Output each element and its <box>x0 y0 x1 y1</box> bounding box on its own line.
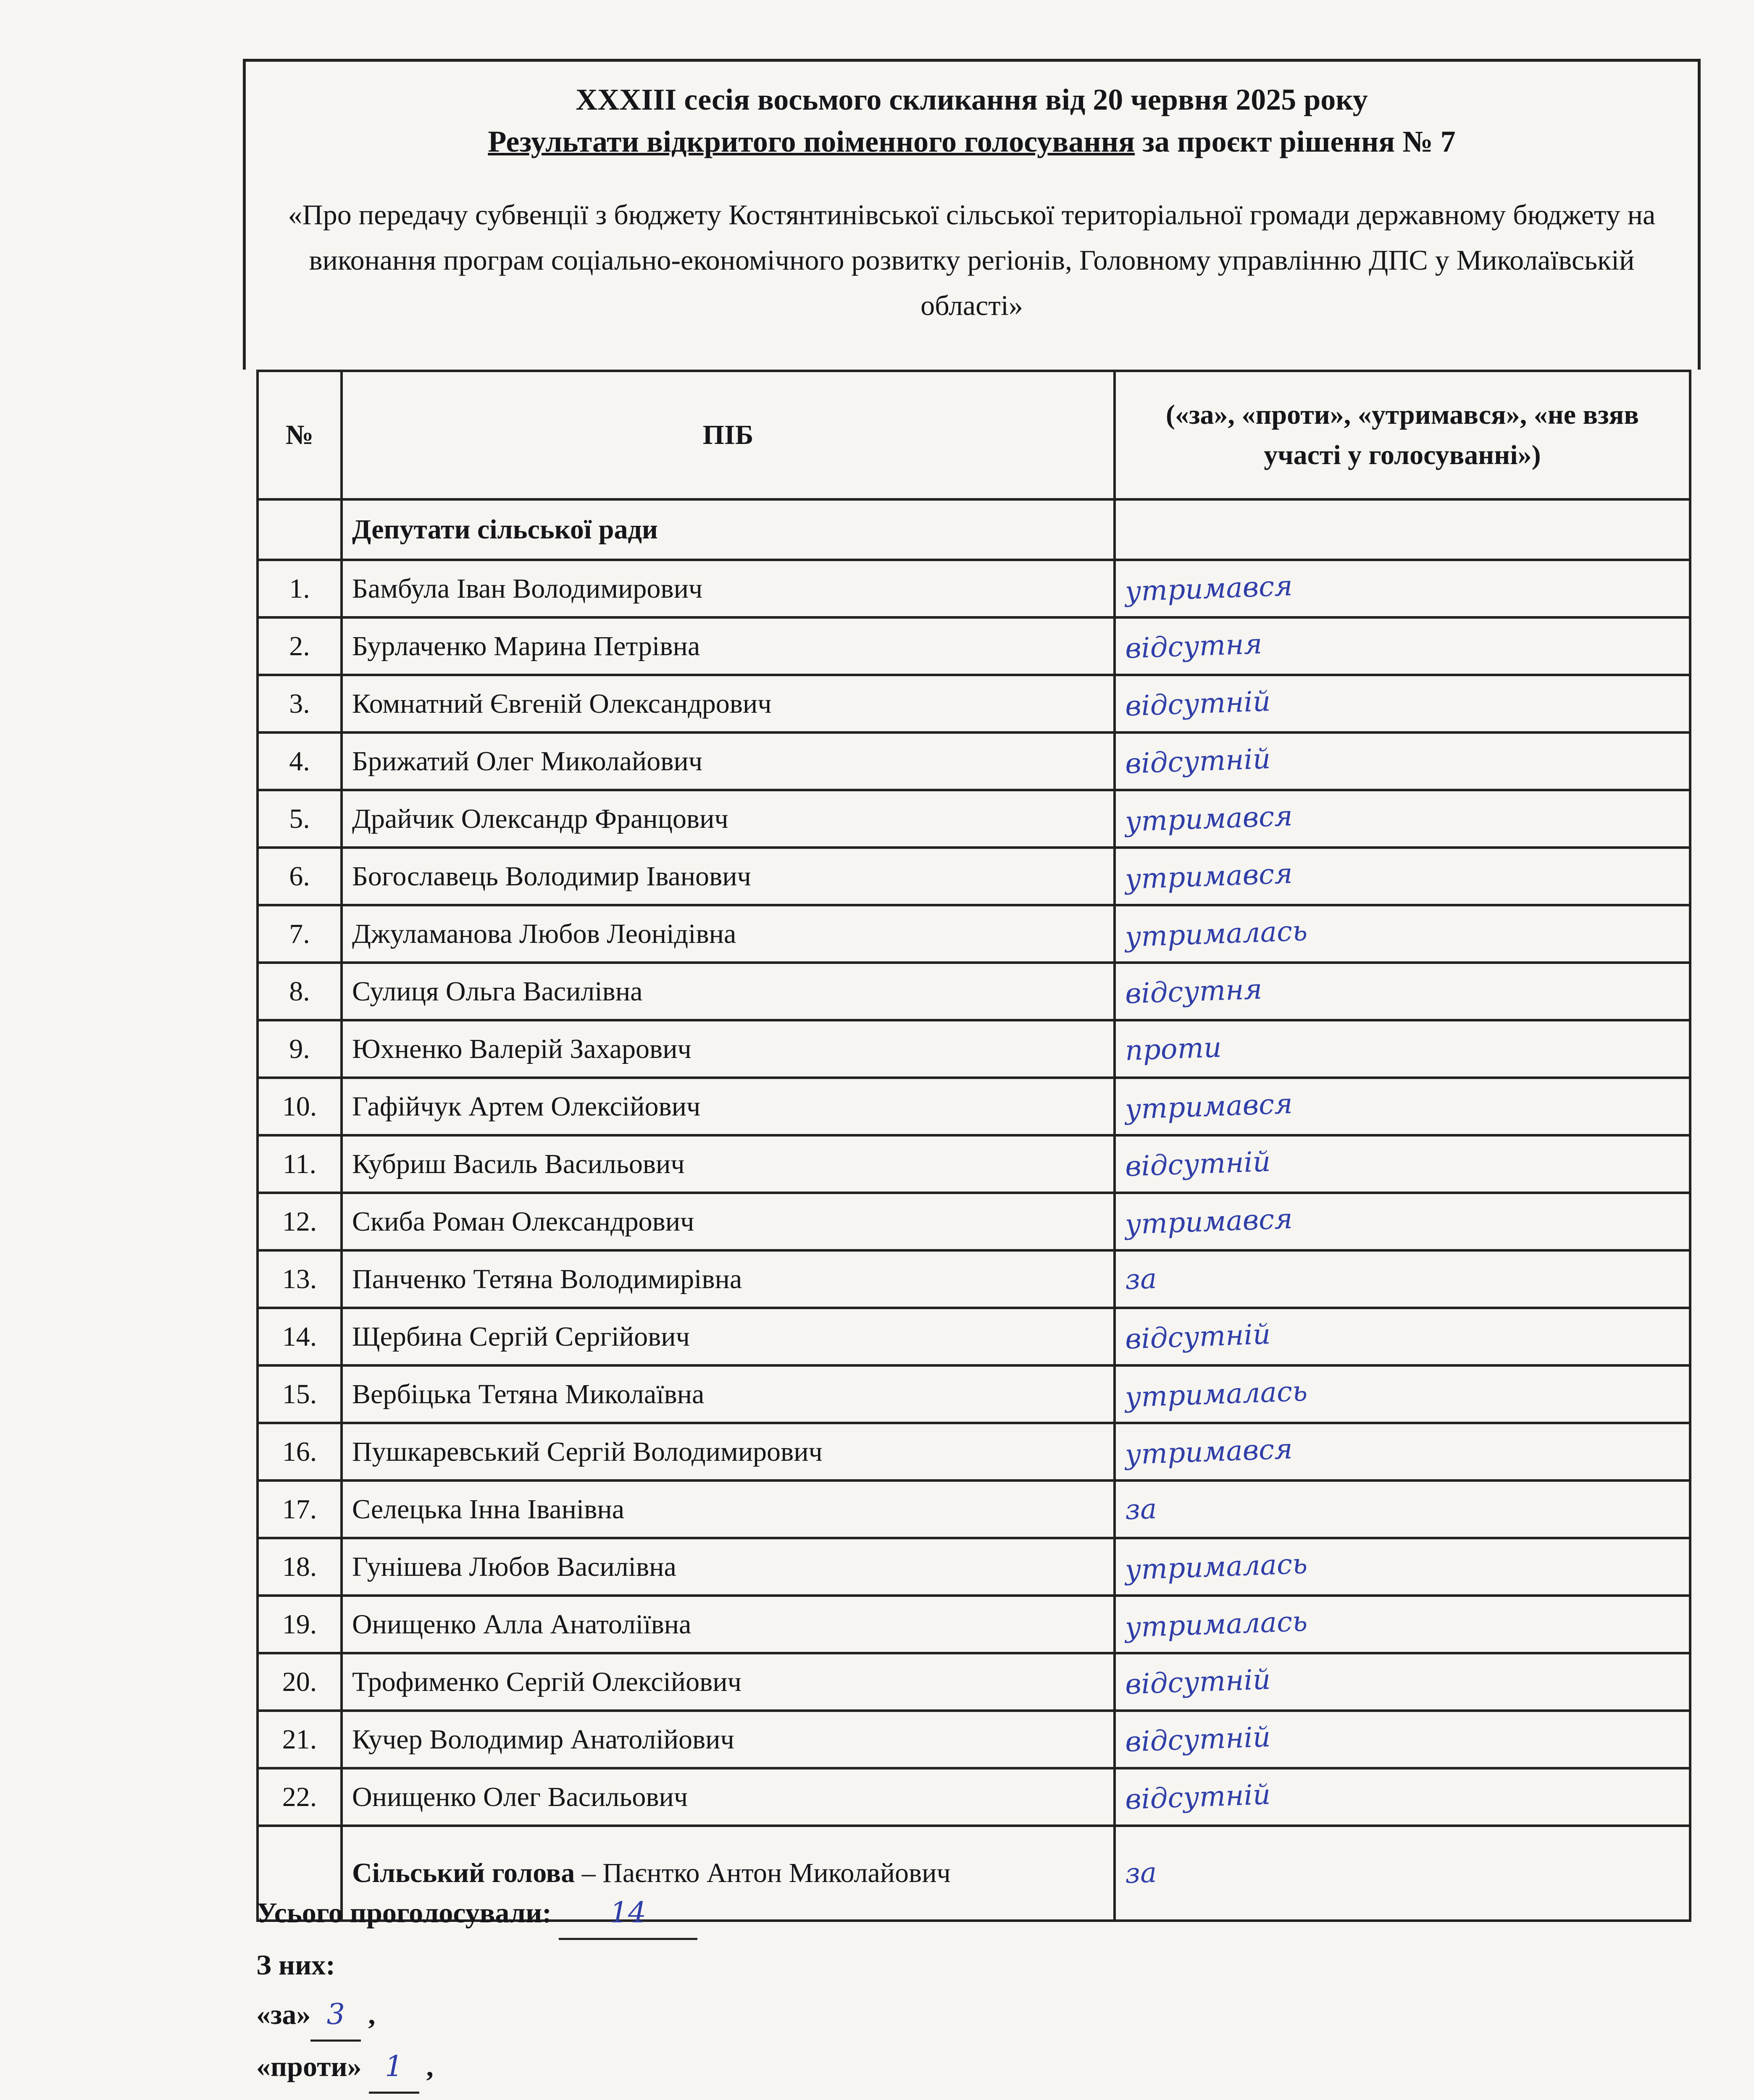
deputy-name: Джуламанова Любов Леонідівна <box>342 905 1115 963</box>
vote-text: відсутній <box>1124 685 1271 722</box>
table-row <box>258 1135 1690 1193</box>
total-value: 14 <box>559 1888 697 1940</box>
row-number: 17. <box>258 1480 342 1538</box>
handwritten-vote <box>1115 1711 1690 1768</box>
table-row <box>258 1653 1690 1711</box>
deputy-name: Кучер Володимир Анатолійович <box>342 1711 1115 1768</box>
table-row <box>258 1020 1690 1078</box>
handwritten-vote <box>1115 732 1690 790</box>
deputy-name: Щербина Сергій Сергійович <box>342 1308 1115 1365</box>
row-number: 15. <box>258 1365 342 1423</box>
table-row <box>258 1768 1690 1826</box>
row-number: 13. <box>258 1250 342 1308</box>
group-row <box>258 499 1690 560</box>
column-header-vote: («за», «проти», «утримався», «не взяв участі у голосуванні») <box>1115 371 1690 499</box>
deputy-name: Драйчик Олександр Францович <box>342 790 1115 848</box>
table-row <box>258 1193 1690 1250</box>
deputy-name: Вербіцька Тетяна Миколаївна <box>342 1365 1115 1423</box>
deputy-name: Бурлаченко Марина Петрівна <box>342 617 1115 675</box>
table-row <box>258 1711 1690 1768</box>
handwritten-vote <box>1115 560 1690 617</box>
group-row-number <box>258 499 342 560</box>
row-number: 21. <box>258 1711 342 1768</box>
vote-text: відсутній <box>1124 742 1271 780</box>
deputy-name: Панченко Тетяна Володимирівна <box>342 1250 1115 1308</box>
handwritten-vote <box>1115 1480 1690 1538</box>
row-number: 18. <box>258 1538 342 1596</box>
row-number: 16. <box>258 1423 342 1480</box>
vote-text: утрималась <box>1124 1604 1308 1644</box>
handwritten-vote <box>1115 1308 1690 1365</box>
vote-text: відсутній <box>1124 1318 1271 1355</box>
row-number: 14. <box>258 1308 342 1365</box>
row-number: 12. <box>258 1193 342 1250</box>
vote-text: утримався <box>1124 799 1293 838</box>
row-number: 9. <box>258 1020 342 1078</box>
handwritten-vote <box>1115 1365 1690 1423</box>
column-header-number: № <box>258 371 342 499</box>
table-row <box>258 1538 1690 1596</box>
row-number: 5. <box>258 790 342 848</box>
handwritten-vote <box>1115 790 1690 848</box>
deputy-name: Трофименко Сергій Олексійович <box>342 1653 1115 1711</box>
table-row <box>258 790 1690 848</box>
abstained-value <box>440 2094 490 2100</box>
vote-text: відсутній <box>1124 1145 1271 1183</box>
deputy-name: Богославець Володимир Іванович <box>342 848 1115 905</box>
row-number: 6. <box>258 848 342 905</box>
column-header-name: ПІБ <box>342 371 1115 499</box>
handwritten-vote <box>1115 675 1690 732</box>
table-row <box>258 1365 1690 1423</box>
vote-text: відсутній <box>1124 1663 1271 1701</box>
against-value: 1 <box>369 2042 419 2094</box>
of-them-label: З них: <box>256 1949 335 1981</box>
handwritten-vote <box>1115 1020 1690 1078</box>
chair-name: – Паєнтко Антон Миколайович <box>575 1858 951 1888</box>
vote-text: утримався <box>1124 569 1293 608</box>
results-title-underlined: Результати відкритого поіменного голосування <box>488 125 1135 158</box>
handwritten-vote <box>1115 1250 1690 1308</box>
for-label: «за» <box>256 1998 311 2030</box>
table-row <box>258 617 1690 675</box>
row-number: 10. <box>258 1078 342 1135</box>
results-title <box>246 121 1698 163</box>
deputy-name: Скиба Роман Олександрович <box>342 1193 1115 1250</box>
table-row <box>258 905 1690 963</box>
deputy-name: Бамбула Іван Володимирович <box>342 560 1115 617</box>
vote-text: відсутній <box>1124 1778 1271 1816</box>
deputy-name: Юхненко Валерій Захарович <box>342 1020 1115 1078</box>
vote-text: утримався <box>1124 1202 1293 1241</box>
totals-block <box>256 1888 715 2100</box>
against-line: «проти» 1 , <box>256 2042 715 2094</box>
total-label: Усього проголосували: <box>256 1897 552 1929</box>
results-title-rest: за проєкт рішення № 7 <box>1135 125 1456 158</box>
deputy-name: Комнатний Євгеній Олександрович <box>342 675 1115 732</box>
row-number: 20. <box>258 1653 342 1711</box>
row-number: 11. <box>258 1135 342 1193</box>
vote-text: утрималась <box>1124 1547 1308 1586</box>
handwritten-vote <box>1115 1193 1690 1250</box>
row-number: 4. <box>258 732 342 790</box>
abstained-line <box>256 2094 715 2100</box>
handwritten-vote <box>1115 1135 1690 1193</box>
header-box <box>243 59 1701 370</box>
deputy-name: Брижатий Олег Миколайович <box>342 732 1115 790</box>
handwritten-vote <box>1115 848 1690 905</box>
vote-text: проти <box>1124 1031 1222 1067</box>
against-label: «проти» <box>256 2050 362 2082</box>
handwritten-vote <box>1115 1423 1690 1480</box>
deputy-name: Селецька Інна Іванівна <box>342 1480 1115 1538</box>
deputy-name: Пушкаревський Сергій Володимирович <box>342 1423 1115 1480</box>
session-title: XXXIII сесія восьмого скликання від 20 червня 2025 року <box>576 83 1368 116</box>
votes-table <box>256 370 1691 1922</box>
handwritten-vote <box>1115 1596 1690 1653</box>
row-number: 19. <box>258 1596 342 1653</box>
vote-text: відсутня <box>1124 627 1263 665</box>
vote-text: за <box>1124 1262 1157 1296</box>
chair-vote: за <box>1124 1856 1157 1890</box>
table-row <box>258 1423 1690 1480</box>
for-value: 3 <box>310 1990 361 2042</box>
table-row <box>258 1250 1690 1308</box>
project-title: «Про передачу субвенції з бюджету Костянтинівської сільської територіальної громади державному бюджету на виконання програм соціально-економічного розвитку регіонів, Головному управлінню ДПС у Миколаївській області» <box>288 199 1656 321</box>
vote-text: відсутня <box>1124 972 1263 1010</box>
handwritten-vote <box>1115 1653 1690 1711</box>
row-number: 3. <box>258 675 342 732</box>
vote-text: утримався <box>1124 857 1293 895</box>
table-row <box>258 560 1690 617</box>
handwritten-vote <box>1115 617 1690 675</box>
for-line: «за» 3 , <box>256 1990 715 2042</box>
table-row <box>258 1308 1690 1365</box>
deputy-name: Гунішева Любов Василівна <box>342 1538 1115 1596</box>
table-row <box>258 1596 1690 1653</box>
vote-text: утримався <box>1124 1087 1293 1126</box>
deputy-name: Гафійчук Артем Олексійович <box>342 1078 1115 1135</box>
deputy-name: Онищенко Алла Анатоліївна <box>342 1596 1115 1653</box>
table-row <box>258 1480 1690 1538</box>
row-number: 8. <box>258 963 342 1020</box>
vote-text: за <box>1124 1492 1157 1526</box>
table-row <box>258 1078 1690 1135</box>
handwritten-vote <box>1115 1078 1690 1135</box>
total-line <box>256 1888 715 1940</box>
handwritten-vote <box>1115 1538 1690 1596</box>
row-number: 22. <box>258 1768 342 1826</box>
group-row-vote <box>1115 499 1690 560</box>
vote-text: відсутній <box>1124 1720 1271 1758</box>
table-header-row <box>258 371 1690 499</box>
row-number: 7. <box>258 905 342 963</box>
table-row <box>258 732 1690 790</box>
vote-text: утрималась <box>1124 1374 1308 1414</box>
handwritten-vote <box>1115 963 1690 1020</box>
vote-text: утримався <box>1124 1432 1293 1471</box>
handwritten-vote <box>1115 1768 1690 1826</box>
row-number: 2. <box>258 617 342 675</box>
table-row <box>258 848 1690 905</box>
deputy-name: Онищенко Олег Васильович <box>342 1768 1115 1826</box>
handwritten-vote <box>1115 1826 1690 1921</box>
vote-text: утрималась <box>1124 914 1308 953</box>
row-number: 1. <box>258 560 342 617</box>
deputy-name: Сулиця Ольга Василівна <box>342 963 1115 1020</box>
deputy-name: Кубриш Василь Васильович <box>342 1135 1115 1193</box>
chair-title: Сільський голова <box>352 1858 575 1888</box>
table-row <box>258 963 1690 1020</box>
table-row <box>258 675 1690 732</box>
group-label: Депутати сільської ради <box>342 499 1115 560</box>
handwritten-vote <box>1115 905 1690 963</box>
